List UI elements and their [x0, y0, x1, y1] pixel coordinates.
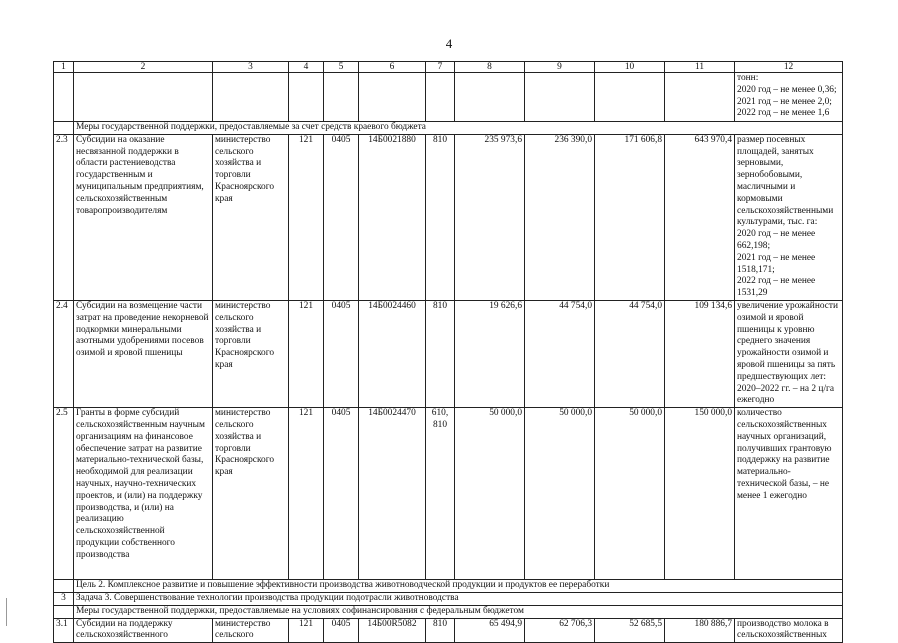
- budget-code: 121: [289, 300, 324, 407]
- target-article-code: 14Б00R5082: [359, 618, 426, 643]
- expected-result: увеличение урожайности озимой и яровой пшеницы к уровню среднего значения урожайности озимой и яровой пшеницы за пять предшествующих лет: 2020–2022 гг. – на 2 ц/га ежегодно: [735, 300, 843, 407]
- amount-2022: 50 000,0: [595, 408, 665, 580]
- goal-title: Цель 2. Комплексное развитие и повышение эффективности производства животноводческой продукции и продуктов ее переработки: [74, 580, 843, 593]
- amount-2020: 50 000,0: [455, 408, 525, 580]
- section-code: 0405: [324, 134, 359, 300]
- amount-2020: 65 494,9: [455, 618, 525, 643]
- section-row: [54, 122, 843, 135]
- responsible-body: министерство сельского хозяйства и торговли Красноярского края: [213, 300, 289, 407]
- expected-result: производство молока в сельскохозяйственных: [735, 618, 843, 643]
- section-code: 0405: [324, 408, 359, 580]
- col-number: 8: [455, 62, 525, 73]
- responsible-body: министерство сельского: [213, 618, 289, 643]
- budget-code: 121: [289, 618, 324, 643]
- table-row: [54, 134, 843, 300]
- col-number: 3: [213, 62, 289, 73]
- section-code: 0405: [324, 618, 359, 643]
- amount-2022: 52 685,5: [595, 618, 665, 643]
- col-number: 9: [525, 62, 595, 73]
- section-title: Меры государственной поддержки, предоставляемые на условиях софинансирования с федеральным бюджетом: [74, 605, 843, 618]
- amount-total: 150 000,0: [665, 408, 735, 580]
- amount-2021: 50 000,0: [525, 408, 595, 580]
- section-title: Меры государственной поддержки, предоставляемые за счет средств краевого бюджета: [74, 122, 843, 135]
- budget-code: 121: [289, 134, 324, 300]
- expense-type-code: 810: [426, 300, 455, 407]
- table-row: [54, 408, 843, 580]
- col-number: 7: [426, 62, 455, 73]
- expense-type-code: 810: [426, 618, 455, 643]
- continuation-row: [54, 73, 843, 122]
- col-number: 10: [595, 62, 665, 73]
- target-article-code: 14Б0021880: [359, 134, 426, 300]
- expected-result: количество сельскохозяйственных научных организаций, получивших грантовую поддержку на развитие материально-технической базы, – не менее 1 ежегодно: [735, 408, 843, 580]
- task-title: Задача 3. Совершенствование технологии производства продукции подотрасли животноводства: [74, 592, 843, 605]
- column-number-row: [54, 62, 843, 73]
- row-number: 2.5: [54, 408, 74, 580]
- table-row: [54, 618, 843, 643]
- goal-row: [54, 580, 843, 593]
- amount-2022: 44 754,0: [595, 300, 665, 407]
- target-article-code: 14Б0024470: [359, 408, 426, 580]
- expense-type-code: 610, 810: [426, 408, 455, 580]
- responsible-body: министерство сельского хозяйства и торговли Красноярского края: [213, 134, 289, 300]
- section-code: 0405: [324, 300, 359, 407]
- program-activities-table: [53, 61, 843, 643]
- amount-2021: 62 706,3: [525, 618, 595, 643]
- amount-total: 643 970,4: [665, 134, 735, 300]
- col-number: 6: [359, 62, 426, 73]
- amount-2021: 44 754,0: [525, 300, 595, 407]
- scan-edge-mark: [6, 598, 7, 626]
- col-number: 2: [74, 62, 213, 73]
- task-row: [54, 592, 843, 605]
- amount-2021: 236 390,0: [525, 134, 595, 300]
- target-article-code: 14Б0024460: [359, 300, 426, 407]
- measure-name: Субсидии на оказание несвязанной поддержки в области растениеводства государственным и муниципальным предприятиям, сельскохозяйственным товаропроизводителям: [74, 134, 213, 300]
- responsible-body: министерство сельского хозяйства и торговли Красноярского края: [213, 408, 289, 580]
- page-number: 4: [445, 36, 453, 51]
- row-number: 3.1: [54, 618, 74, 643]
- measure-name: Гранты в форме субсидий сельскохозяйственным научным организациям на финансовое обеспечение затрат на развитие материально-технической базы, необходимой для реализации научных, научно-технических проектов, и (или) на поддержку производства, и (или) на реализацию сельскохозяйственной продукции собственного производства: [74, 408, 213, 580]
- row-number: 2.4: [54, 300, 74, 407]
- task-number: 3: [54, 592, 74, 605]
- indicator-cell: тонн: 2020 год – не менее 0,36; 2021 год – не менее 2,0; 2022 год – не менее 1,6: [735, 73, 843, 122]
- measure-name: Субсидии на возмещение части затрат на проведение некорневой подкормки минеральными азотными удобрениями посевов озимой и яровой пшеницы: [74, 300, 213, 407]
- col-number: 1: [54, 62, 74, 73]
- expected-result: размер посевных площадей, занятых зерновыми, зернобобовыми, масличными и кормовыми сельскохозяйственными культурами, тыс. га: 2020 год – не менее 662,198; 2021 год – не менее 1518,171; 2022 год – не менее 1531,29: [735, 134, 843, 300]
- amount-total: 180 886,7: [665, 618, 735, 643]
- expense-type-code: 810: [426, 134, 455, 300]
- amount-2022: 171 606,8: [595, 134, 665, 300]
- amount-2020: 235 973,6: [455, 134, 525, 300]
- row-number: 2.3: [54, 134, 74, 300]
- amount-2020: 19 626,6: [455, 300, 525, 407]
- col-number: 11: [665, 62, 735, 73]
- section-row: [54, 605, 843, 618]
- col-number: 5: [324, 62, 359, 73]
- col-number: 12: [735, 62, 843, 73]
- measure-name: Субсидии на поддержку сельскохозяйственного: [74, 618, 213, 643]
- budget-code: 121: [289, 408, 324, 580]
- col-number: 4: [289, 62, 324, 73]
- amount-total: 109 134,6: [665, 300, 735, 407]
- table-row: [54, 300, 843, 407]
